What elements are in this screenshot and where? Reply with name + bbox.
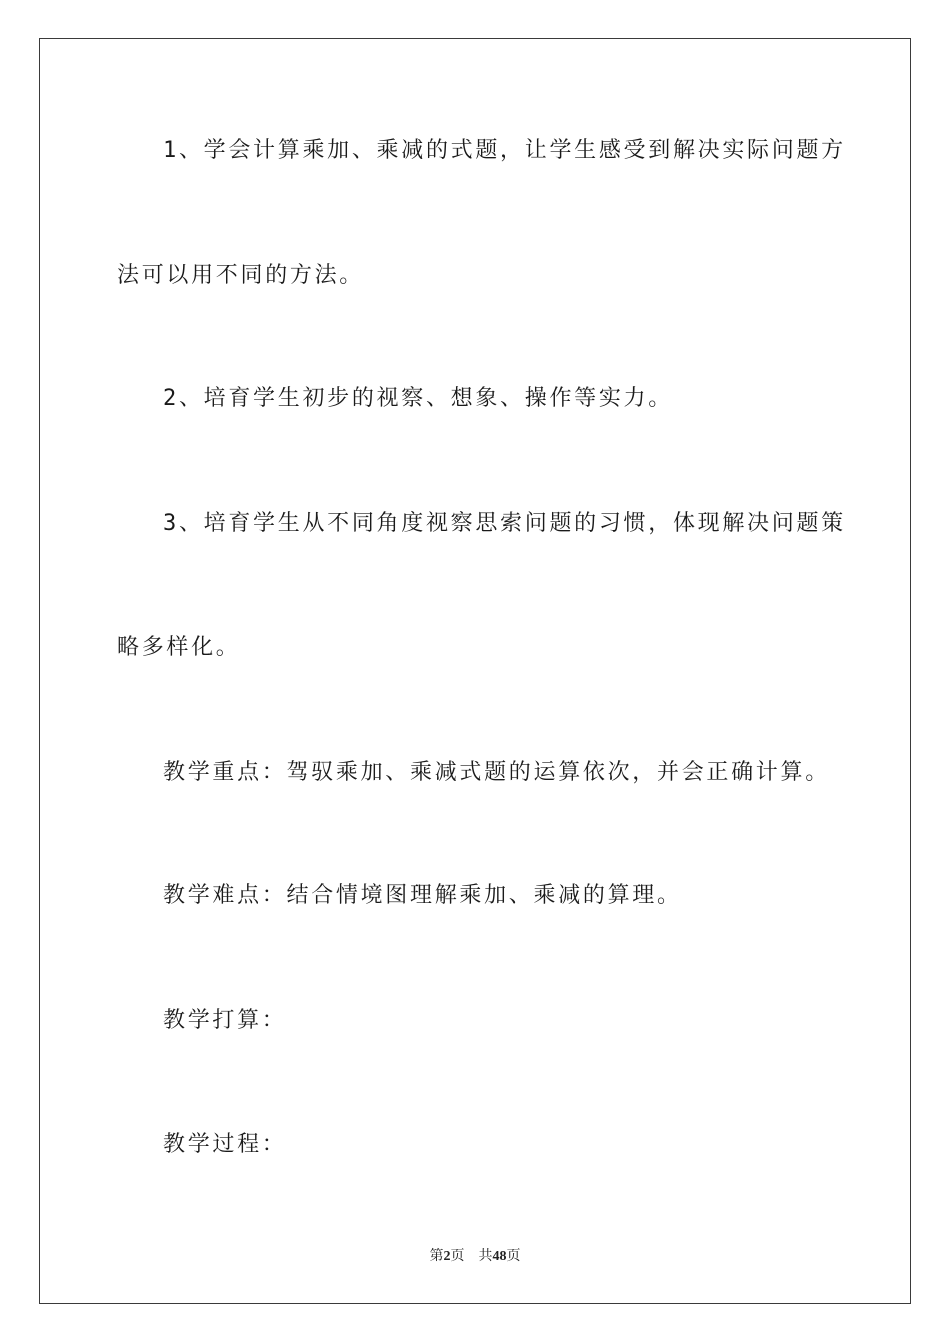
paragraph-1-line-1: 1、学会计算乘加、乘减的式题，让学生感受到解决实际问题方 [163, 138, 846, 163]
teaching-focus: 教学重点：驾驭乘加、乘减式题的运算依次，并会正确计算。 [163, 760, 830, 785]
total-suffix: 页 [506, 1249, 521, 1264]
teaching-process: 教学过程： [163, 1132, 287, 1157]
total-prefix: 共 [478, 1249, 493, 1264]
total-pages: 48 [492, 1249, 507, 1264]
page-frame [39, 38, 911, 1304]
paragraph-3-line-1: 3、培育学生从不同角度视察思索问题的习惯，体现解决问题策 [163, 511, 846, 536]
paragraph-1-line-2: 法可以用不同的方法。 [117, 263, 365, 288]
page-number: 2 [443, 1249, 451, 1264]
page-footer [0, 1247, 950, 1267]
page-prefix: 第 [429, 1249, 444, 1264]
teaching-preparation: 教学打算： [163, 1008, 287, 1033]
page-suffix: 页 [450, 1249, 465, 1264]
teaching-difficulty: 教学难点：结合情境图理解乘加、乘减的算理。 [163, 883, 682, 908]
paragraph-3-line-2: 略多样化。 [117, 635, 241, 660]
paragraph-2: 2、培育学生初步的视察、想象、操作等实力。 [163, 386, 673, 411]
